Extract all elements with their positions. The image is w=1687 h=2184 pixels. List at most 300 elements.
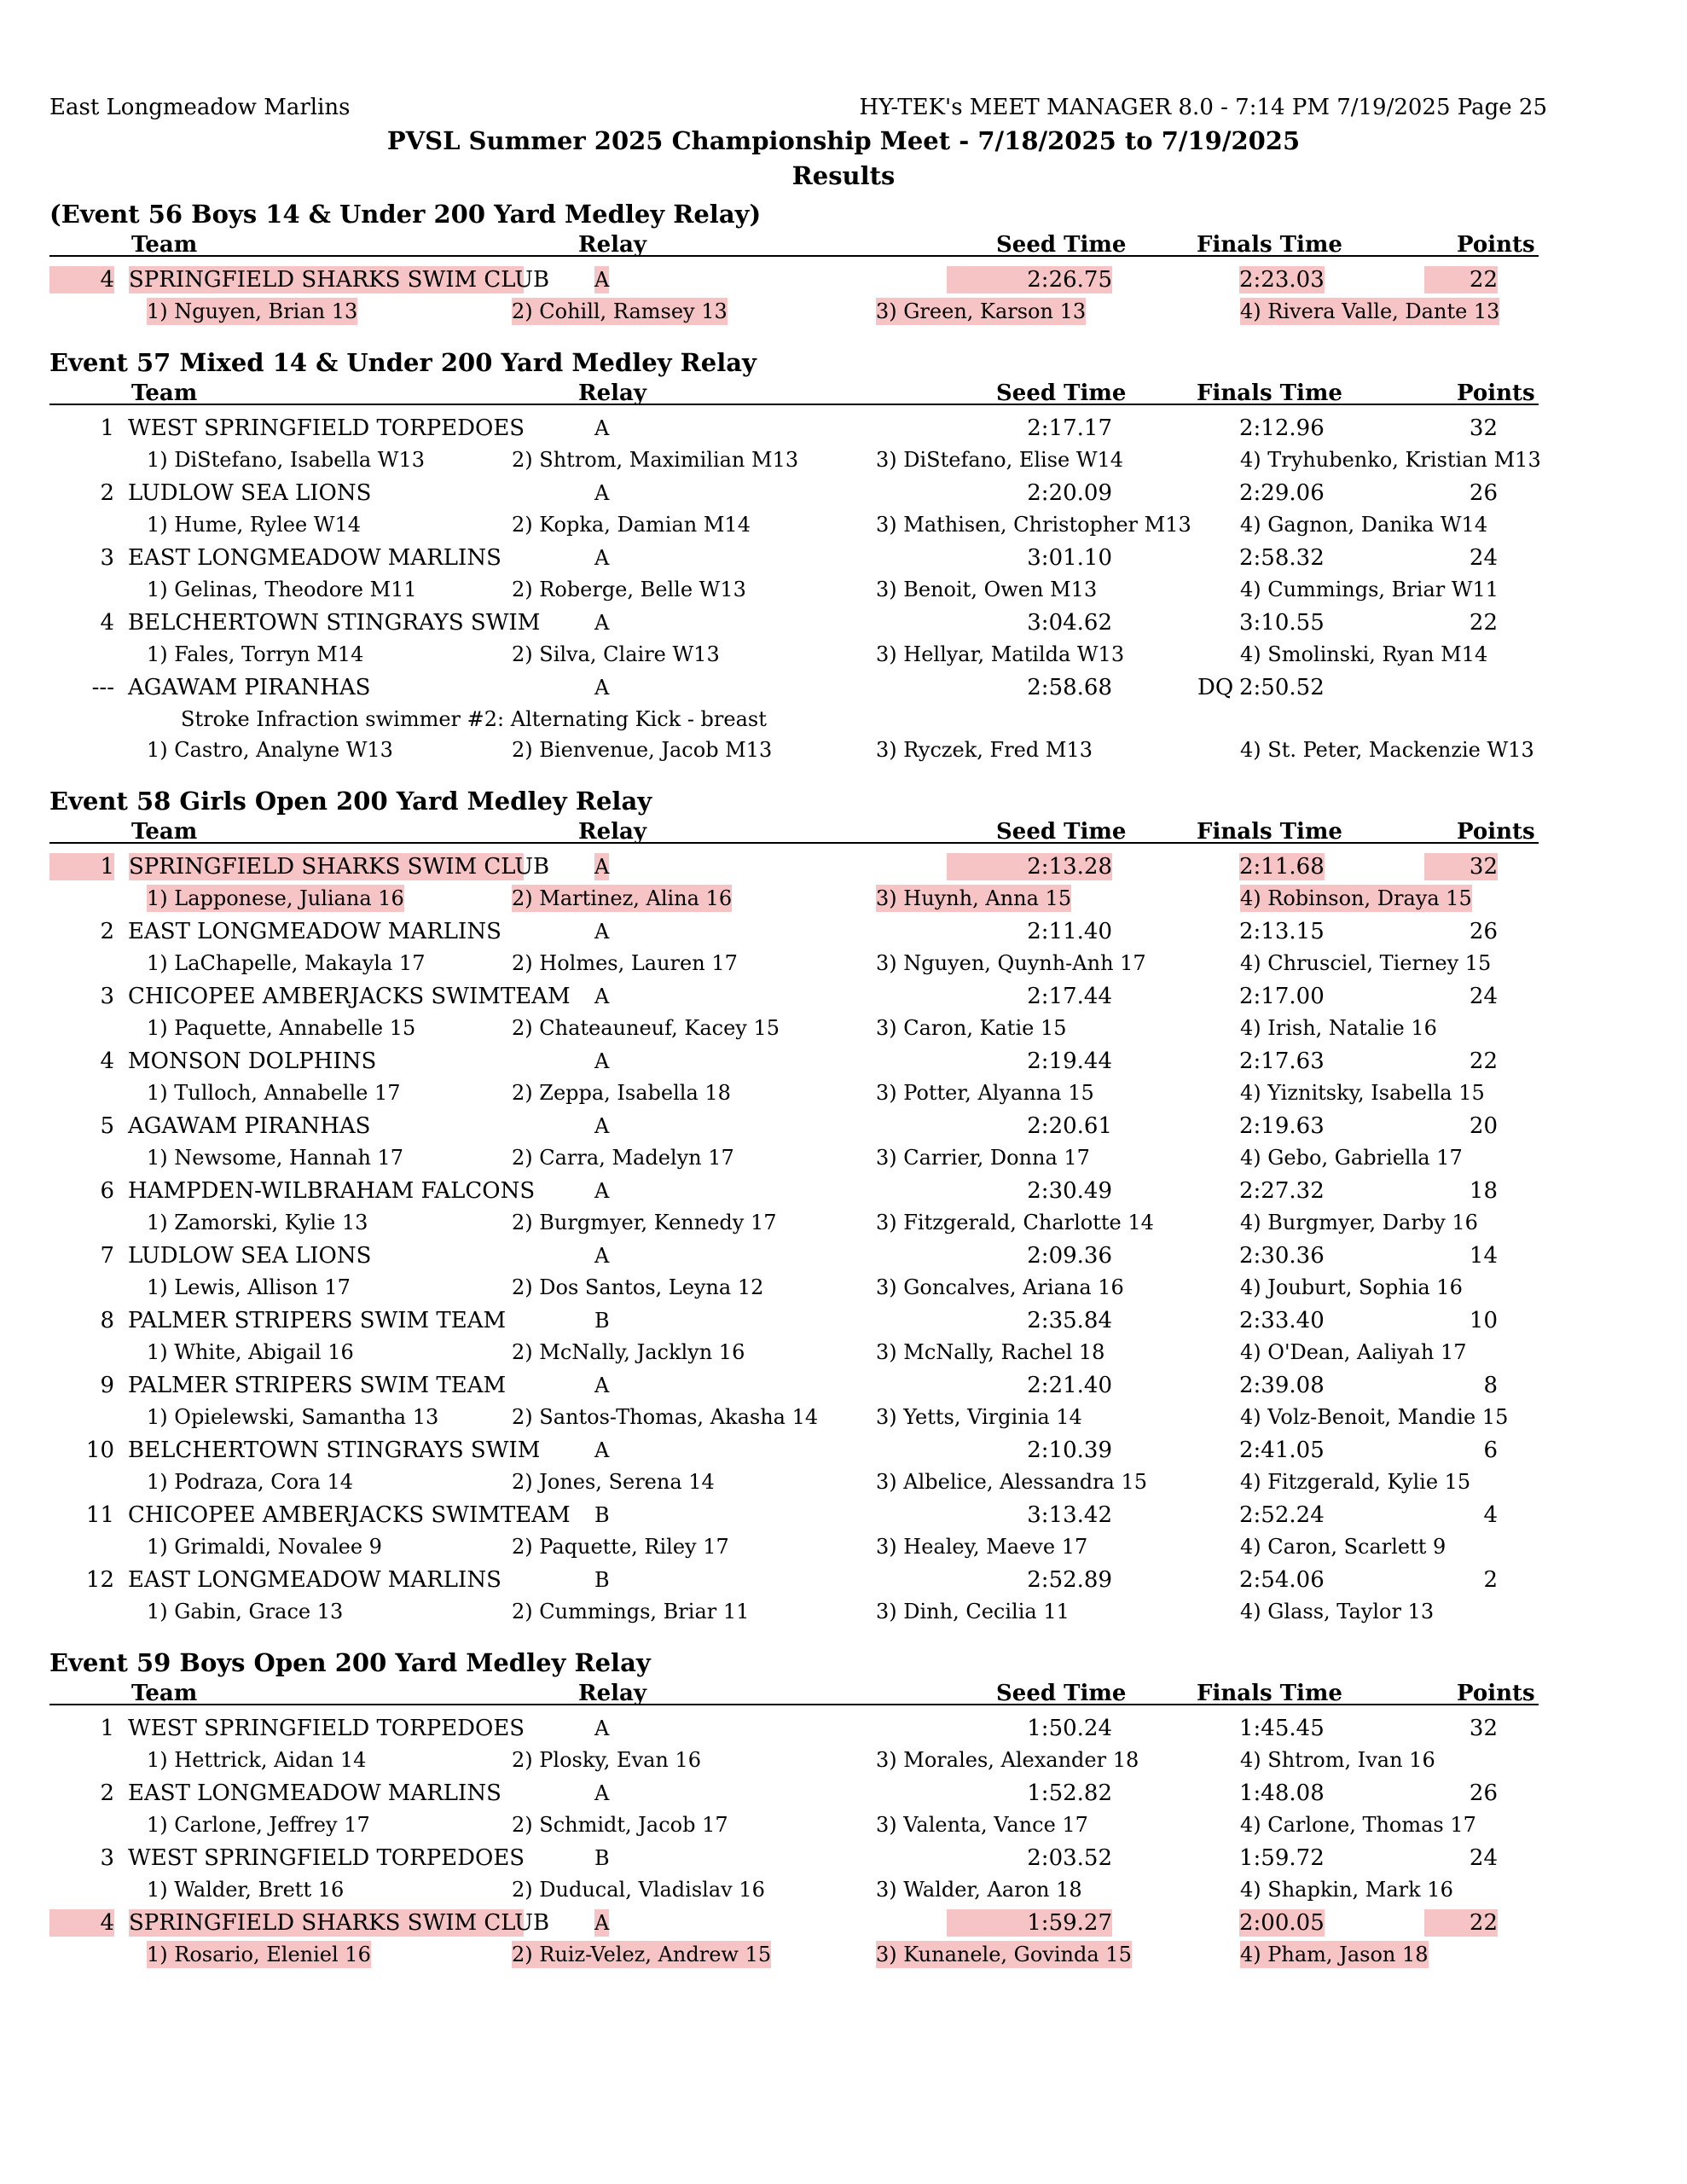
relay-letter: A [594, 1374, 610, 1397]
place: 12 [85, 1567, 114, 1593]
swimmer-row [0, 1531, 1687, 1564]
swimmer-2: 2) Duducal, Vladislav 16 [512, 1878, 765, 1902]
column-seed-time: Seed Time [996, 232, 1127, 258]
spacer [0, 328, 1687, 345]
team-name: EAST LONGMEADOW MARLINS [128, 1780, 501, 1806]
relay-entry [0, 1369, 1687, 1434]
result-row [0, 671, 1687, 704]
team-name: PALMER STRIPERS SWIM TEAM [128, 1308, 507, 1333]
swimmer-2: 2) Schmidt, Jacob 17 [512, 1813, 728, 1837]
swimmer-1: 1) Hettrick, Aidan 14 [147, 1748, 367, 1772]
result-row [0, 1369, 1687, 1402]
points: 26 [1469, 480, 1498, 506]
swimmer-3: 3) Benoit, Owen M13 [876, 578, 1098, 601]
column-relay: Relay [578, 232, 646, 258]
swimmer-4: 4) Pham, Jason 18 [1240, 1943, 1429, 1966]
relay-letter: A [594, 985, 610, 1008]
swimmer-3: 3) Goncalves, Ariana 16 [876, 1275, 1124, 1299]
swimmer-3: 3) McNally, Rachel 18 [876, 1340, 1105, 1364]
event-block [0, 196, 1687, 345]
seed-time: 2:21.40 [1027, 1373, 1112, 1398]
seed-time: 3:01.10 [1027, 545, 1112, 571]
team-name: SPRINGFIELD SHARKS SWIM CLUB [129, 267, 550, 293]
swimmer-2: 2) Chateauneuf, Kacey 15 [512, 1016, 780, 1040]
spacer [0, 257, 1687, 264]
points: 4 [1483, 1502, 1498, 1528]
swimmer-1: 1) Lapponese, Juliana 16 [147, 886, 404, 910]
finals-time: 2:39.08 [1239, 1373, 1325, 1398]
swimmer-4: 4) Yiznitsky, Isabella 15 [1240, 1081, 1485, 1105]
result-row [0, 264, 1687, 296]
result-row [0, 915, 1687, 948]
relay-entry [0, 607, 1687, 671]
column-finals-time: Finals Time [1197, 819, 1342, 845]
finals-time: 2:54.06 [1239, 1567, 1325, 1593]
column-team: Team [131, 232, 198, 258]
swimmer-row [0, 883, 1687, 915]
relay-entry [0, 671, 1687, 767]
points: 24 [1469, 545, 1498, 571]
team-name: AGAWAM PIRANHAS [128, 1113, 371, 1139]
finals-time: 1:59.72 [1239, 1845, 1325, 1871]
result-row [0, 1110, 1687, 1142]
swimmer-1: 1) Paquette, Annabelle 15 [147, 1016, 416, 1040]
relay-letter: A [594, 1716, 610, 1740]
team-name: CHICOPEE AMBERJACKS SWIMTEAM [128, 984, 571, 1009]
points: 22 [1469, 610, 1498, 636]
event-title [0, 783, 1687, 821]
swimmer-3: 3) Mathisen, Christopher M13 [876, 513, 1191, 537]
relay-entry [0, 1907, 1687, 1972]
swimmer-4: 4) Robinson, Draya 15 [1240, 886, 1472, 910]
result-row [0, 1907, 1687, 1939]
place: 3 [100, 545, 114, 571]
swimmer-2: 2) Martinez, Alina 16 [512, 886, 733, 910]
swimmer-1: 1) Podraza, Cora 14 [147, 1470, 354, 1494]
team-name: SPRINGFIELD SHARKS SWIM CLUB [129, 1910, 550, 1936]
points: 24 [1469, 984, 1498, 1009]
place: 2 [100, 919, 114, 944]
relay-letter: A [594, 1179, 610, 1203]
swimmer-row [0, 1874, 1687, 1907]
swimmer-row [0, 735, 1687, 767]
result-row [0, 851, 1687, 883]
swimmer-row [0, 1142, 1687, 1175]
finals-time: 2:19.63 [1239, 1113, 1325, 1139]
swimmer-2: 2) Burgmyer, Kennedy 17 [512, 1211, 777, 1234]
finals-time: 2:27.32 [1239, 1178, 1325, 1204]
swimmer-1: 1) Opielewski, Samantha 13 [147, 1405, 439, 1429]
relay-letter: A [594, 1114, 610, 1138]
place: 4 [100, 1048, 114, 1074]
relay-entry [0, 1564, 1687, 1629]
seed-time: 3:13.42 [1027, 1502, 1112, 1528]
swimmer-2: 2) Dos Santos, Leyna 12 [512, 1275, 764, 1299]
result-row [0, 1499, 1687, 1531]
swimmer-3: 3) Nguyen, Quynh-Anh 17 [876, 951, 1146, 975]
finals-time: 2:29.06 [1239, 480, 1325, 506]
swimmer-4: 4) Tryhubenko, Kristian M13 [1240, 448, 1541, 472]
swimmer-1: 1) Carlone, Jeffrey 17 [147, 1813, 370, 1837]
dq-note-text: Stroke Infraction swimmer #2: Alternating Kick - breast [181, 707, 767, 731]
relay-entry [0, 1175, 1687, 1240]
swimmer-row [0, 1939, 1687, 1972]
swimmer-row [0, 1745, 1687, 1777]
result-row [0, 412, 1687, 444]
place: --- [91, 675, 114, 700]
finals-time: 2:00.05 [1239, 1910, 1325, 1936]
swimmer-1: 1) Castro, Analyne W13 [147, 738, 393, 762]
result-row [0, 1175, 1687, 1207]
swimmer-4: 4) Glass, Taylor 13 [1240, 1600, 1435, 1623]
relay-entry [0, 1712, 1687, 1777]
result-row [0, 607, 1687, 639]
points: 10 [1469, 1308, 1498, 1333]
finals-time: 2:13.15 [1239, 919, 1325, 944]
swimmer-3: 3) Yetts, Virginia 14 [876, 1405, 1082, 1429]
swimmer-3: 3) Kunanele, Govinda 15 [876, 1943, 1132, 1966]
seed-time: 1:59.27 [947, 1909, 1112, 1937]
relay-letter: B [594, 1846, 610, 1870]
swimmer-4: 4) Caron, Scarlett 9 [1240, 1535, 1446, 1559]
event-title [0, 196, 1687, 234]
relay-entry [0, 1304, 1687, 1369]
swimmer-2: 2) Plosky, Evan 16 [512, 1748, 702, 1772]
swimmer-1: 1) DiStefano, Isabella W13 [147, 448, 425, 472]
swimmer-2: 2) Cohill, Ramsey 13 [512, 299, 728, 323]
place: 7 [100, 1243, 114, 1269]
swimmer-row [0, 948, 1687, 980]
result-row [0, 1304, 1687, 1337]
swimmer-1: 1) Zamorski, Kylie 13 [147, 1211, 368, 1234]
swimmer-1: 1) Walder, Brett 16 [147, 1878, 345, 1902]
event-title-text: Event 58 Girls Open 200 Yard Medley Relay [49, 787, 652, 816]
event-title-text: Event 57 Mixed 14 & Under 200 Yard Medley Relay [49, 348, 757, 377]
points: 8 [1483, 1373, 1498, 1398]
swimmer-1: 1) Newsome, Hannah 17 [147, 1146, 404, 1170]
column-points: Points [1457, 819, 1535, 845]
event-block [0, 783, 1687, 1645]
relay-letter: A [594, 416, 610, 440]
seed-time: 2:58.68 [1027, 675, 1112, 700]
spacer [0, 405, 1687, 412]
result-row [0, 1045, 1687, 1077]
swimmer-2: 2) Roberge, Belle W13 [512, 578, 746, 601]
finals-time: 2:23.03 [1239, 267, 1325, 293]
seed-time: 2:11.40 [1027, 919, 1112, 944]
finals-time: 2:30.36 [1239, 1243, 1325, 1269]
points: 22 [1424, 266, 1498, 293]
swimmer-4: 4) Carlone, Thomas 17 [1240, 1813, 1476, 1837]
column-points: Points [1457, 232, 1535, 258]
swimmer-3: 3) Hellyar, Matilda W13 [876, 642, 1125, 666]
column-relay: Relay [578, 1681, 646, 1706]
column-team: Team [131, 819, 198, 845]
event-title-text: Event 59 Boys Open 200 Yard Medley Relay [49, 1648, 651, 1677]
results-heading: Results [791, 161, 896, 190]
relay-letter: A [594, 268, 610, 292]
swimmer-4: 4) Chrusciel, Tierney 15 [1240, 951, 1492, 975]
swimmer-row [0, 1207, 1687, 1240]
swimmer-4: 4) Jouburt, Sophia 16 [1240, 1275, 1463, 1299]
event-block [0, 1645, 1687, 1988]
swimmer-3: 3) Ryczek, Fred M13 [876, 738, 1093, 762]
seed-time: 2:19.44 [1027, 1048, 1112, 1074]
column-seed-time: Seed Time [996, 380, 1127, 406]
swimmer-1: 1) Rosario, Eleniel 16 [147, 1943, 371, 1966]
result-row [0, 542, 1687, 574]
relay-entry [0, 1434, 1687, 1499]
seed-time: 2:09.36 [1027, 1243, 1112, 1269]
swimmer-3: 3) Valenta, Vance 17 [876, 1813, 1088, 1837]
swimmer-row [0, 1077, 1687, 1110]
relay-letter: B [594, 1503, 610, 1527]
seed-time: 3:04.62 [1027, 610, 1112, 636]
column-finals-time: Finals Time [1197, 232, 1342, 258]
swimmer-row [0, 1337, 1687, 1369]
column-team: Team [131, 380, 198, 406]
swimmer-2: 2) Jones, Serena 14 [512, 1470, 715, 1494]
seed-time: 2:13.28 [947, 853, 1112, 880]
spacer [0, 1629, 1687, 1645]
column-relay: Relay [578, 819, 646, 845]
finals-time: 1:48.08 [1239, 1780, 1325, 1806]
swimmer-row [0, 1596, 1687, 1629]
column-points: Points [1457, 1681, 1535, 1706]
relay-entry [0, 1240, 1687, 1304]
place: 2 [100, 480, 114, 506]
team-name: SPRINGFIELD SHARKS SWIM CLUB [129, 854, 550, 880]
swimmer-2: 2) Kopka, Damian M14 [512, 513, 751, 537]
relay-entry [0, 264, 1687, 328]
swimmer-2: 2) Holmes, Lauren 17 [512, 951, 738, 975]
relay-entry [0, 477, 1687, 542]
points: 26 [1469, 1780, 1498, 1806]
finals-time: 2:50.52 [1239, 675, 1325, 700]
points: 22 [1469, 1048, 1498, 1074]
team-name: WEST SPRINGFIELD TORPEDOES [128, 415, 525, 441]
relay-letter: B [594, 1309, 610, 1333]
place: 5 [100, 1113, 114, 1139]
swimmer-row [0, 574, 1687, 607]
spacer [0, 767, 1687, 783]
points: 32 [1424, 853, 1498, 880]
swimmer-3: 3) Carrier, Donna 17 [876, 1146, 1090, 1170]
swimmer-3: 3) Fitzgerald, Charlotte 14 [876, 1211, 1154, 1234]
relay-letter: A [594, 1438, 610, 1462]
swimmer-4: 4) St. Peter, Mackenzie W13 [1240, 738, 1534, 762]
swimmer-2: 2) Zeppa, Isabella 18 [512, 1081, 731, 1105]
swimmer-row [0, 296, 1687, 328]
finals-time: 3:10.55 [1239, 610, 1325, 636]
swimmer-3: 3) DiStefano, Elise W14 [876, 448, 1124, 472]
team-name: HAMPDEN-WILBRAHAM FALCONS [128, 1178, 536, 1204]
finals-time: 2:58.32 [1239, 545, 1325, 571]
relay-letter: A [594, 1049, 610, 1073]
spacer [0, 1705, 1687, 1712]
seed-time: 2:35.84 [1027, 1308, 1112, 1333]
column-seed-time: Seed Time [996, 819, 1127, 845]
seed-time: 2:26.75 [947, 266, 1112, 293]
column-header [49, 821, 1539, 844]
event-title-text: (Event 56 Boys 14 & Under 200 Yard Medley Relay) [49, 200, 762, 229]
swimmer-4: 4) Smolinski, Ryan M14 [1240, 642, 1488, 666]
relay-entry [0, 412, 1687, 477]
points: 2 [1483, 1567, 1498, 1593]
relay-entry [0, 1045, 1687, 1110]
seed-time: 2:03.52 [1027, 1845, 1112, 1871]
team-name: EAST LONGMEADOW MARLINS [128, 545, 501, 571]
seed-time: 2:30.49 [1027, 1178, 1112, 1204]
place: 6 [100, 1178, 114, 1204]
place: 4 [49, 1909, 114, 1937]
relay-letter: A [594, 481, 610, 505]
place: 8 [100, 1308, 114, 1333]
swimmer-3: 3) Dinh, Cecilia 11 [876, 1600, 1070, 1623]
team-name: LUDLOW SEA LIONS [128, 480, 372, 506]
relay-entry [0, 915, 1687, 980]
swimmer-1: 1) LaChapelle, Makayla 17 [147, 951, 426, 975]
relay-entry [0, 1110, 1687, 1175]
swimmer-2: 2) Carra, Madelyn 17 [512, 1146, 734, 1170]
swimmer-1: 1) White, Abigail 16 [147, 1340, 354, 1364]
finals-time: 2:17.00 [1239, 984, 1325, 1009]
dq-note [0, 704, 1687, 735]
column-team: Team [131, 1681, 198, 1706]
swimmer-4: 4) Gagnon, Danika W14 [1240, 513, 1488, 537]
event-title [0, 1645, 1687, 1682]
finals-time: 1:45.45 [1239, 1716, 1325, 1741]
seed-time: 1:52.82 [1027, 1780, 1112, 1806]
swimmer-3: 3) Green, Karson 13 [876, 299, 1087, 323]
relay-letter: A [594, 611, 610, 635]
relay-letter: B [594, 1568, 610, 1592]
result-row [0, 1842, 1687, 1874]
relay-entry [0, 980, 1687, 1045]
swimmer-row [0, 509, 1687, 542]
place: 1 [100, 1716, 114, 1741]
relay-letter: A [594, 676, 610, 700]
column-relay: Relay [578, 380, 646, 406]
swimmer-2: 2) Silva, Claire W13 [512, 642, 720, 666]
event-title [0, 345, 1687, 382]
points: 24 [1469, 1845, 1498, 1871]
spacer [0, 1972, 1687, 1988]
swimmer-1: 1) Fales, Torryn M14 [147, 642, 364, 666]
header-right: HY-TEK's MEET MANAGER 8.0 - 7:14 PM 7/19/2025 Page 25 [859, 95, 1547, 120]
relay-entry [0, 542, 1687, 607]
swimmer-4: 4) Rivera Valle, Dante 13 [1240, 299, 1500, 323]
dq-flag: DQ [1197, 675, 1234, 700]
team-name: MONSON DOLPHINS [128, 1048, 377, 1074]
points: 26 [1469, 919, 1498, 944]
place: 10 [85, 1438, 114, 1463]
swimmer-2: 2) Bienvenue, Jacob M13 [512, 738, 773, 762]
swimmer-3: 3) Potter, Alyanna 15 [876, 1081, 1094, 1105]
team-name: EAST LONGMEADOW MARLINS [128, 919, 501, 944]
result-row [0, 1434, 1687, 1467]
result-row [0, 1777, 1687, 1809]
finals-time: 2:11.68 [1239, 854, 1325, 880]
place: 9 [100, 1373, 114, 1398]
result-row [0, 477, 1687, 509]
swimmer-4: 4) Shtrom, Ivan 16 [1240, 1748, 1435, 1772]
place: 3 [100, 984, 114, 1009]
seed-time: 2:17.44 [1027, 984, 1112, 1009]
swimmer-4: 4) Irish, Natalie 16 [1240, 1016, 1437, 1040]
swimmer-4: 4) Burgmyer, Darby 16 [1240, 1211, 1478, 1234]
swimmer-4: 4) Volz-Benoit, Mandie 15 [1240, 1405, 1509, 1429]
result-row [0, 1712, 1687, 1745]
swimmer-1: 1) Gabin, Grace 13 [147, 1600, 344, 1623]
result-row [0, 980, 1687, 1013]
points: 22 [1424, 1909, 1498, 1937]
team-name: WEST SPRINGFIELD TORPEDOES [128, 1845, 525, 1871]
team-name: LUDLOW SEA LIONS [128, 1243, 372, 1269]
seed-time: 2:52.89 [1027, 1567, 1112, 1593]
place: 1 [100, 415, 114, 441]
column-seed-time: Seed Time [996, 1681, 1127, 1706]
swimmer-2: 2) Paquette, Riley 17 [512, 1535, 729, 1559]
swimmer-1: 1) Tulloch, Annabelle 17 [147, 1081, 401, 1105]
swimmer-4: 4) Cummings, Briar W11 [1240, 578, 1499, 601]
swimmer-1: 1) Lewis, Allison 17 [147, 1275, 351, 1299]
swimmer-4: 4) Fitzgerald, Kylie 15 [1240, 1470, 1471, 1494]
swimmer-2: 2) McNally, Jacklyn 16 [512, 1340, 745, 1364]
swimmer-1: 1) Hume, Rylee W14 [147, 513, 361, 537]
team-name: CHICOPEE AMBERJACKS SWIMTEAM [128, 1502, 571, 1528]
column-finals-time: Finals Time [1197, 380, 1342, 406]
column-header [49, 234, 1539, 257]
seed-time: 2:20.09 [1027, 480, 1112, 506]
column-header [49, 1682, 1539, 1705]
swimmer-row [0, 639, 1687, 671]
points: 20 [1469, 1113, 1498, 1139]
relay-entry [0, 1777, 1687, 1842]
points: 32 [1469, 415, 1498, 441]
swimmer-1: 1) Grimaldi, Novalee 9 [147, 1535, 382, 1559]
swimmer-row [0, 444, 1687, 477]
swimmer-2: 2) Shtrom, Maximilian M13 [512, 448, 799, 472]
swimmer-3: 3) Morales, Alexander 18 [876, 1748, 1139, 1772]
finals-time: 2:41.05 [1239, 1438, 1325, 1463]
column-finals-time: Finals Time [1197, 1681, 1342, 1706]
swimmer-3: 3) Healey, Maeve 17 [876, 1535, 1088, 1559]
team-name: BELCHERTOWN STINGRAYS SWIM [128, 610, 541, 636]
relay-letter: A [594, 1781, 610, 1805]
points: 18 [1469, 1178, 1498, 1204]
points: 32 [1469, 1716, 1498, 1741]
swimmer-4: 4) O'Dean, Aaliyah 17 [1240, 1340, 1467, 1364]
finals-time: 2:17.63 [1239, 1048, 1325, 1074]
team-name: EAST LONGMEADOW MARLINS [128, 1567, 501, 1593]
seed-time: 1:50.24 [1027, 1716, 1112, 1741]
relay-letter: A [594, 546, 610, 570]
team-name: WEST SPRINGFIELD TORPEDOES [128, 1716, 525, 1741]
swimmer-row [0, 1402, 1687, 1434]
column-header [49, 382, 1539, 405]
swimmer-3: 3) Huynh, Anna 15 [876, 886, 1072, 910]
relay-letter: A [594, 855, 610, 879]
relay-letter: A [594, 1244, 610, 1268]
result-row [0, 1240, 1687, 1272]
swimmer-4: 4) Shapkin, Mark 16 [1240, 1878, 1453, 1902]
column-points: Points [1457, 380, 1535, 406]
event-block [0, 345, 1687, 783]
place: 1 [49, 853, 114, 880]
finals-time: 2:33.40 [1239, 1308, 1325, 1333]
relay-letter: A [594, 1911, 610, 1935]
